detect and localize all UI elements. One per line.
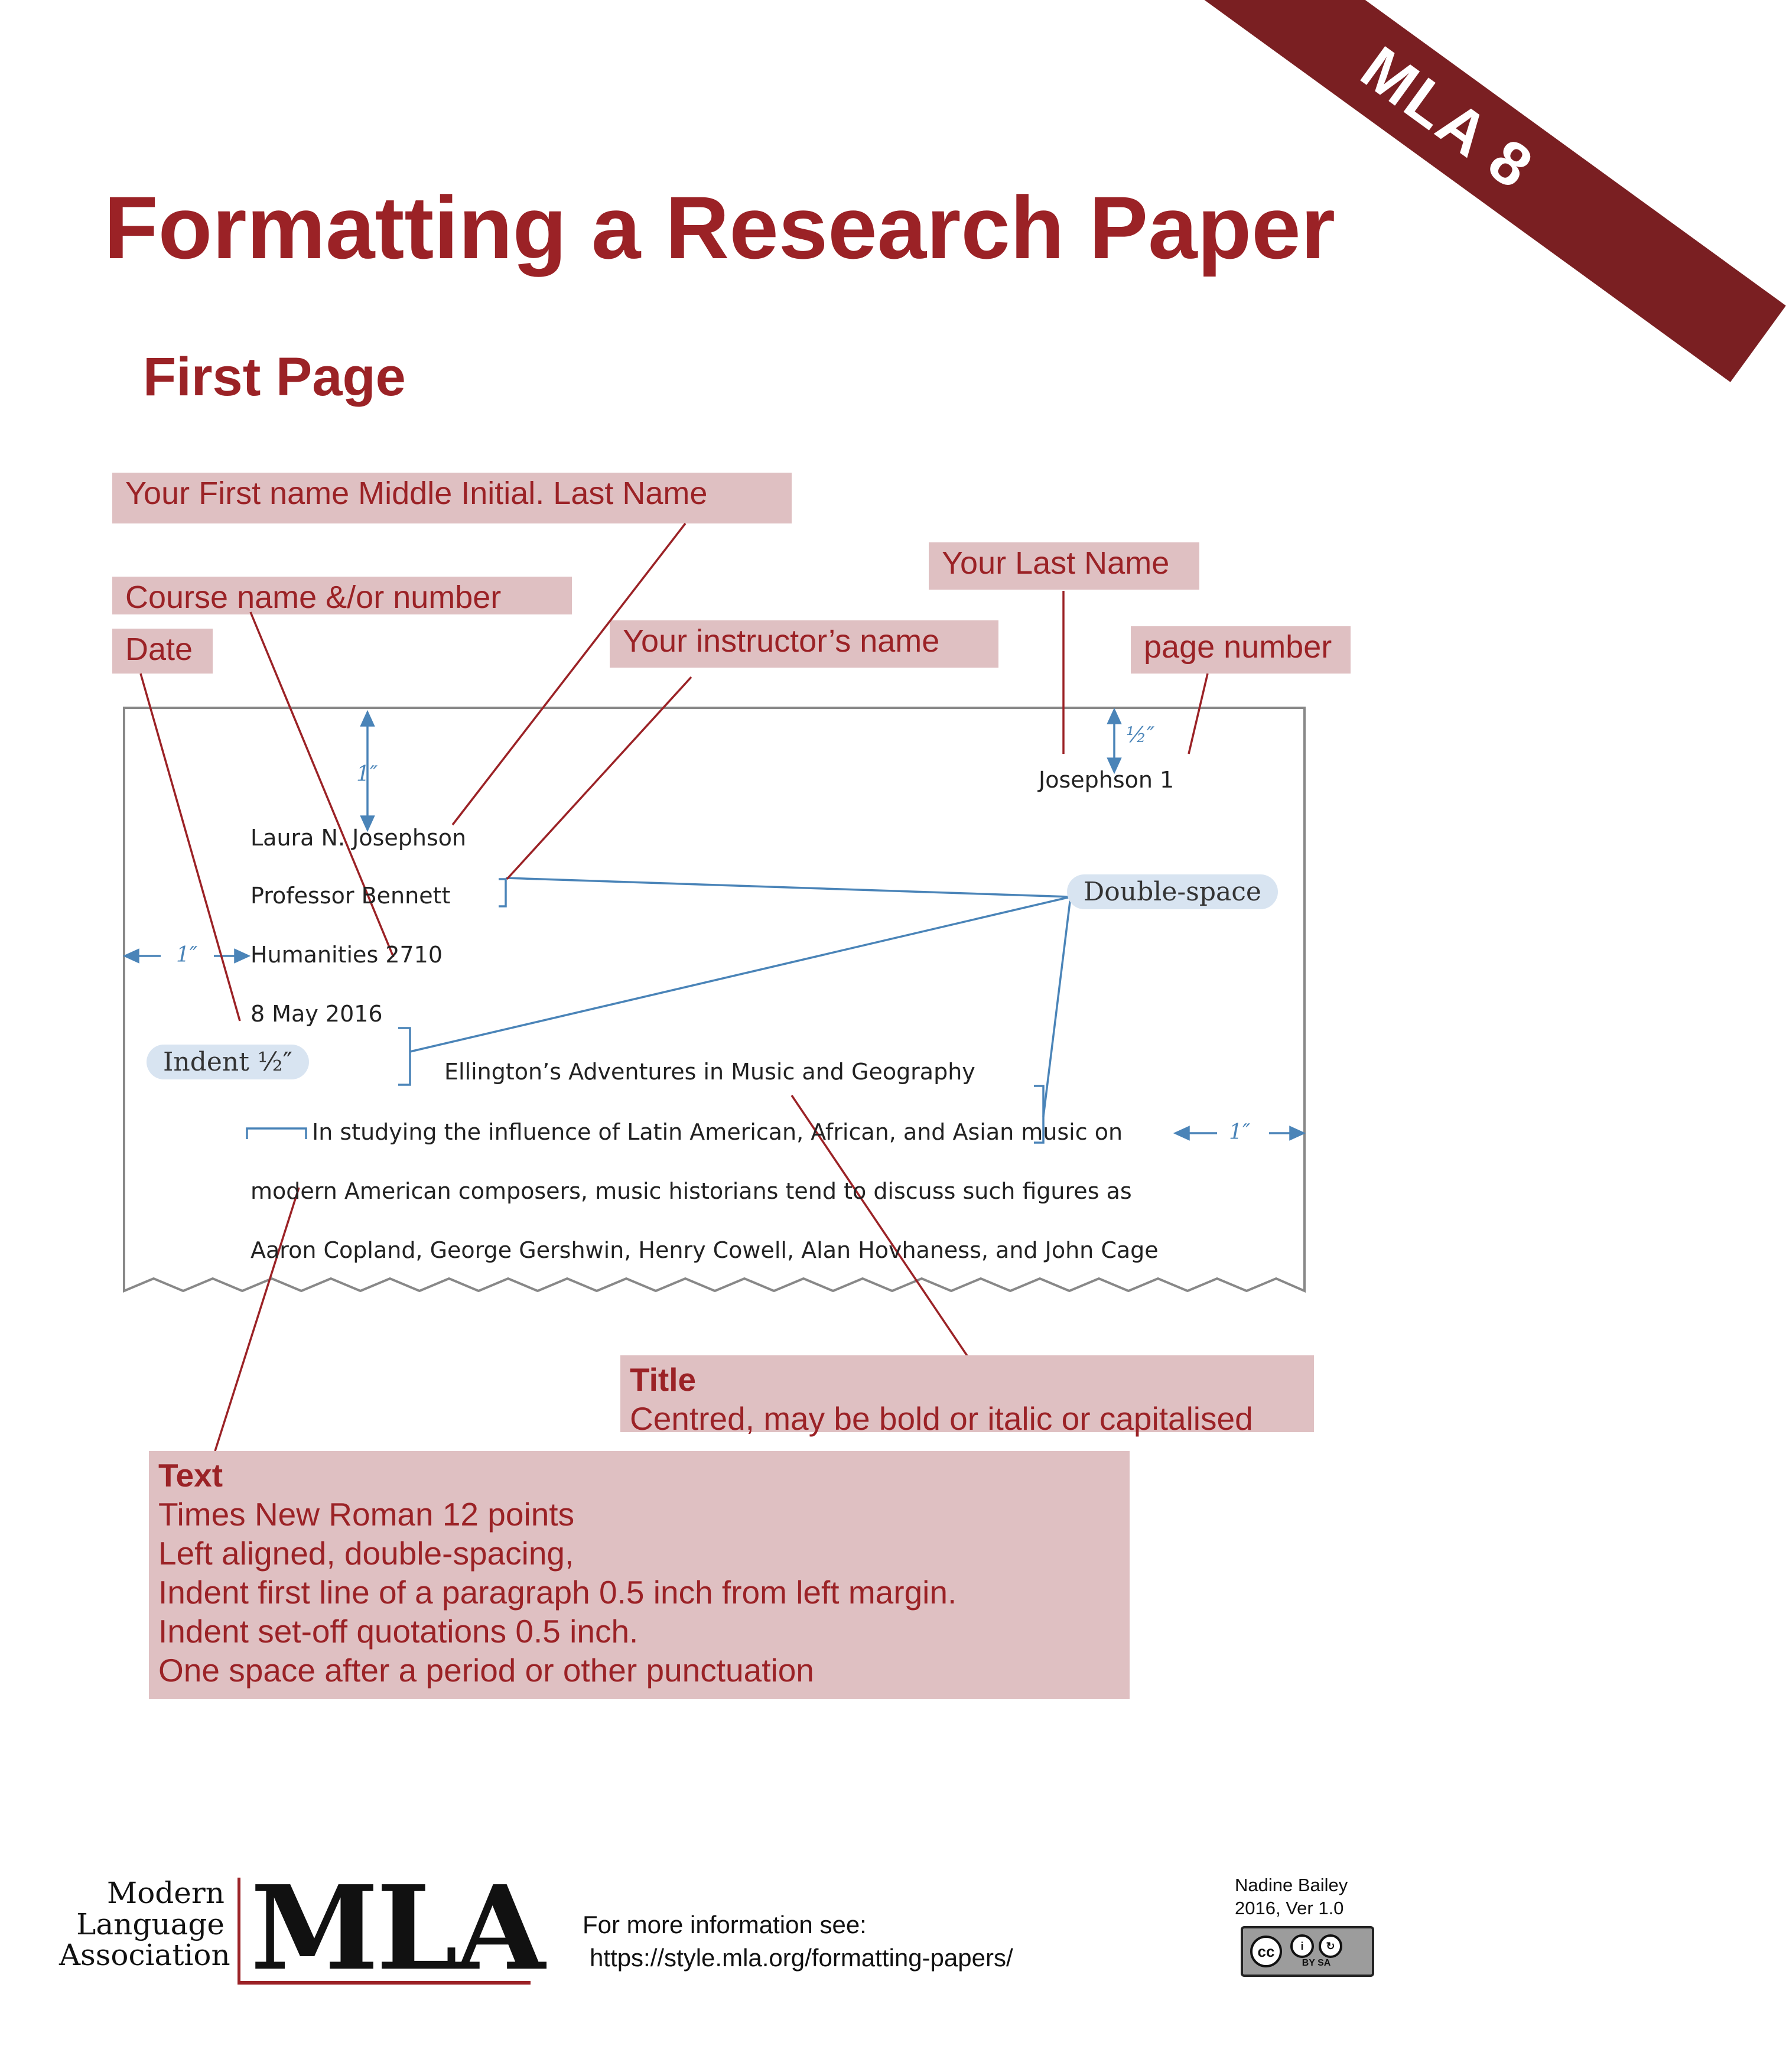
sample-title: Ellington’s Adventures in Music and Geography (444, 1059, 975, 1085)
title-box-text: Centred, may be bold or italic or capitalised (630, 1400, 1253, 1437)
label-course: Course name &/or number (112, 577, 572, 614)
dim-top-label: 1″ (356, 762, 378, 786)
info-label: For more information see: (583, 1911, 867, 1938)
dim-right-label: 1″ (1229, 1120, 1251, 1144)
mla-logo-divider (238, 1878, 240, 1984)
text-box-item: Times New Roman 12 points (158, 1496, 575, 1533)
text-box-item: Left aligned, double-spacing, (158, 1535, 574, 1572)
text-box-heading: Text (158, 1457, 223, 1494)
sample-body-line-1: In studying the influence of Latin American, African, and Asian music on (312, 1119, 1123, 1145)
mla-word: Language (76, 1907, 225, 1941)
text-box-item: One space after a period or other punctuation (158, 1652, 814, 1689)
cc-icon: cc (1250, 1936, 1282, 1967)
label-full-name: Your First name Middle Initial. Last Name (112, 473, 792, 523)
text-box-item: Indent first line of a paragraph 0.5 inch from left margin. (158, 1574, 957, 1611)
cc-license-badge (1241, 1926, 1374, 1977)
label-page-number: page number (1131, 626, 1351, 674)
sample-line-name: Laura N. Josephson (251, 825, 467, 851)
by-icon: i (1290, 1934, 1314, 1958)
info-url[interactable]: https://style.mla.org/formatting-papers/ (590, 1944, 1013, 1972)
running-head: Josephson 1 (1039, 767, 1175, 793)
mla-logo-text: MLA (251, 1860, 543, 1996)
sa-icon: ↻ (1319, 1934, 1342, 1958)
dim-half-label: ½″ (1126, 723, 1155, 747)
text-info-box (149, 1451, 1130, 1699)
label-instructor: Your instructor’s name (610, 620, 998, 668)
sample-body-line-3: Aaron Copland, George Gershwin, Henry Cowell, Alan Hovhaness, and John Cage (251, 1237, 1159, 1263)
page-subtitle: First Page (143, 347, 406, 407)
license-text: BY SA (1302, 1958, 1331, 1968)
title-box-heading: Title (630, 1361, 697, 1398)
dim-left-label: 1″ (176, 943, 198, 967)
mla-word: Association (59, 1938, 230, 1972)
title-info-box (620, 1355, 1314, 1437)
text-box-item: Indent set-off quotations 0.5 inch. (158, 1613, 639, 1650)
sample-line-course: Humanities 2710 (251, 942, 443, 968)
mla-logo-words (59, 1876, 230, 1972)
indent-bubble: Indent ½″ (147, 1045, 309, 1079)
cc-attrib (1290, 1934, 1342, 1969)
page-title: Formatting a Research Paper (104, 178, 1336, 277)
label-last-name: Your Last Name (929, 542, 1199, 590)
credit-name: Nadine Bailey (1235, 1875, 1348, 1895)
credit-version: 2016, Ver 1.0 (1235, 1897, 1344, 1918)
ribbon-text: MLA 8 (1349, 33, 1547, 203)
sample-body-line-2: modern American composers, music historians tend to discuss such figures as (251, 1178, 1132, 1204)
mla-word: Modern (107, 1876, 225, 1910)
sample-line-date: 8 May 2016 (251, 1001, 383, 1027)
label-date: Date (112, 629, 213, 674)
sample-line-instructor: Professor Bennett (251, 883, 451, 909)
double-space-bubble: Double-space (1067, 874, 1278, 909)
credit-block (1235, 1874, 1348, 1920)
